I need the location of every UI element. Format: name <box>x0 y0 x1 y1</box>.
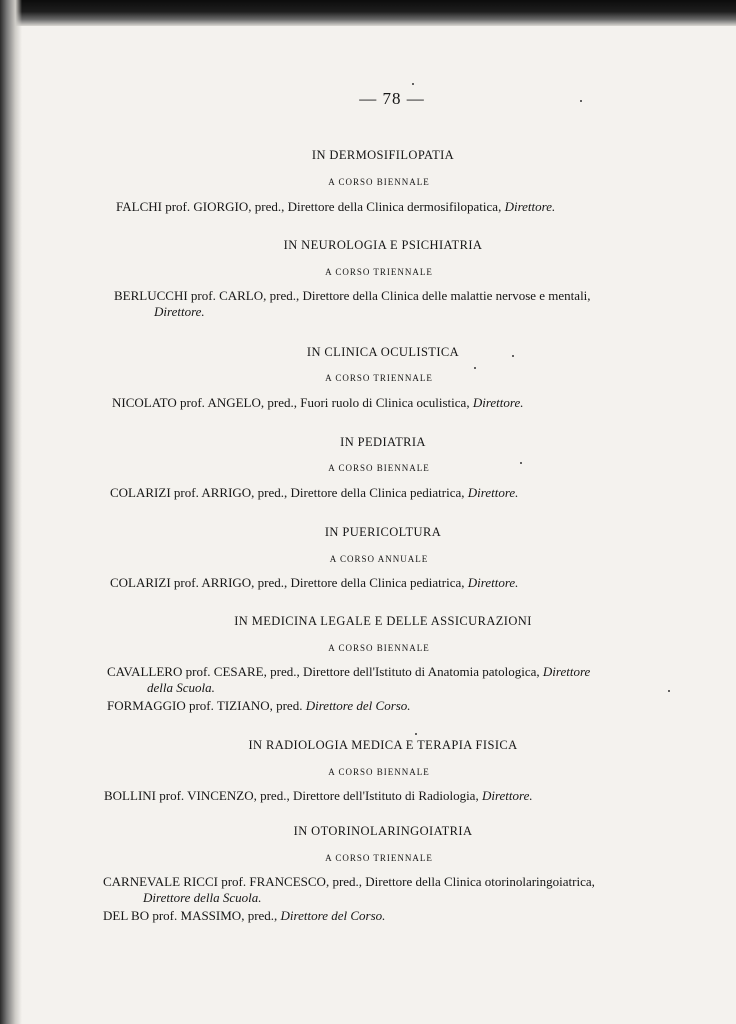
scan-speck <box>512 355 514 357</box>
entry-role: Direttore. <box>504 199 556 214</box>
director-entry <box>110 575 670 591</box>
entry-text: DEL BO prof. MASSIMO, pred., <box>103 908 278 923</box>
director-entry <box>103 874 683 906</box>
entry-text: BOLLINI prof. VINCENZO, pred., Direttore dell'Istituto di Radiologia, <box>104 788 479 803</box>
director-entry <box>112 395 672 411</box>
entry-role: Direttore. <box>467 485 519 500</box>
director-entry <box>103 908 663 924</box>
page-number: — 78 — <box>359 89 425 108</box>
scan-speck <box>580 100 582 102</box>
entry-text: COLARIZI prof. ARRIGO, pred., Direttore della Clinica pediatrica, <box>110 485 465 500</box>
section-heading-radiologia: IN RADIOLOGIA MEDICA E TERAPIA FISICA <box>248 738 518 752</box>
scan-speck <box>474 367 476 369</box>
entry-role-continued: della Scuola. <box>147 680 215 695</box>
entry-text: BERLUCCHI prof. CARLO, pred., Direttore della Clinica delle malattie nervose e mentali, <box>114 288 591 303</box>
course-duration: A CORSO BIENNALE <box>328 643 430 653</box>
course-duration: A CORSO TRIENNALE <box>325 373 433 383</box>
course-duration: A CORSO BIENNALE <box>328 463 430 473</box>
section-heading-medicina-legale: IN MEDICINA LEGALE E DELLE ASSICURAZIONI <box>234 614 532 628</box>
section-heading-puericoltura: IN PUERICOLTURA <box>324 525 442 539</box>
section-heading-clinica-oculistica: IN CLINICA OCULISTICA <box>306 345 460 359</box>
scan-speck <box>412 83 414 85</box>
entry-role: Direttore della Scuola. <box>143 890 262 905</box>
entry-text: NICOLATO prof. ANGELO, pred., Fuori ruolo di Clinica oculistica, <box>112 395 470 410</box>
scan-speck <box>415 733 417 735</box>
director-entry <box>116 199 676 215</box>
director-entry <box>104 788 664 804</box>
director-entry <box>107 698 667 714</box>
entry-role: Direttore <box>542 664 591 679</box>
entry-role: Direttore del Corso. <box>305 698 411 713</box>
entry-role: Direttore. <box>467 575 519 590</box>
entry-role: Direttore del Corso. <box>280 908 386 923</box>
entry-text: CARNEVALE RICCI prof. FRANCESCO, pred., Direttore della Clinica otorinolaringoiatrica, <box>103 874 595 889</box>
course-duration: A CORSO TRIENNALE <box>325 853 433 863</box>
entry-text: FALCHI prof. GIORGIO, pred., Direttore della Clinica dermosifilopatica, <box>116 199 502 214</box>
course-duration: A CORSO ANNUALE <box>329 554 429 564</box>
scan-speck <box>668 690 670 692</box>
director-entry <box>107 664 687 696</box>
section-heading-neurologia: IN NEUROLOGIA E PSICHIATRIA <box>283 238 483 252</box>
director-entry <box>110 485 670 501</box>
course-duration: A CORSO BIENNALE <box>328 177 430 187</box>
scan-speck <box>520 462 522 464</box>
director-entry <box>114 288 694 320</box>
course-duration: A CORSO TRIENNALE <box>325 267 433 277</box>
entry-role: Direttore. <box>154 304 205 319</box>
entry-role: Direttore. <box>481 788 533 803</box>
entry-role: Direttore. <box>472 395 524 410</box>
entry-text: CAVALLERO prof. CESARE, pred., Direttore dell'Istituto di Anatomia patologica, <box>107 664 540 679</box>
entry-text: COLARIZI prof. ARRIGO, pred., Direttore della Clinica pediatrica, <box>110 575 465 590</box>
section-heading-dermosifilopatia: IN DERMOSIFILOPATIA <box>311 148 455 162</box>
section-heading-pediatria: IN PEDIATRIA <box>340 435 426 449</box>
section-heading-otorinolaringoiatria: IN OTORINOLARINGOIATRIA <box>293 824 473 838</box>
course-duration: A CORSO BIENNALE <box>328 767 430 777</box>
entry-text: FORMAGGIO prof. TIZIANO, pred. <box>107 698 303 713</box>
